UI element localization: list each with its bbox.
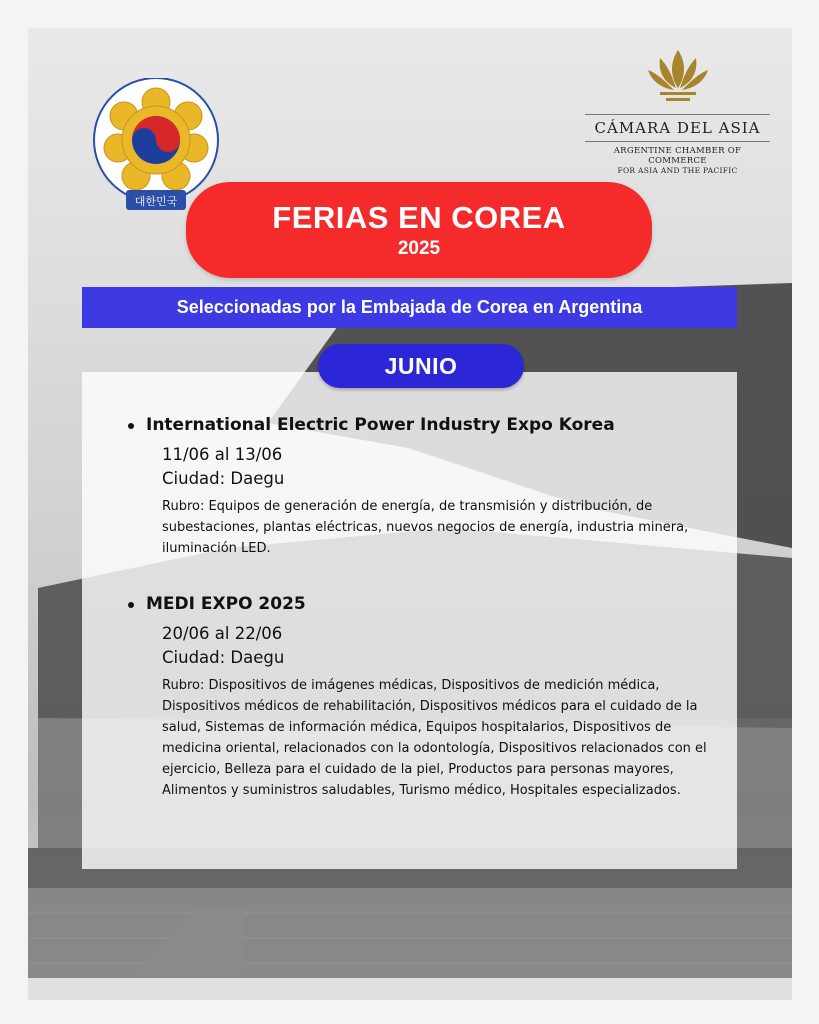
event-city: Ciudad: Daegu: [162, 469, 285, 488]
chamber-name: CÁMARA DEL ASIA: [594, 119, 761, 137]
event-date: 11/06 al 13/06: [162, 445, 283, 464]
title-year: 2025: [397, 238, 441, 259]
event-name: MEDI EXPO 2025: [128, 594, 707, 614]
camara-del-asia-logo: [585, 48, 770, 175]
seal-text: 대한민국: [134, 195, 178, 208]
event-date: 20/06 al 22/06: [162, 624, 283, 643]
event-name: International Electric Power Industry Expo Korea: [128, 415, 707, 435]
lotus-icon: [646, 48, 710, 106]
chamber-rule-top: [585, 114, 770, 115]
event-city: Ciudad: Daegu: [162, 648, 285, 667]
chamber-subtitle-2: FOR ASIA AND THE PACIFIC: [617, 166, 738, 175]
chamber-subtitle-1: ARGENTINE CHAMBER OF COMMERCE: [613, 146, 742, 166]
event-rubro: Rubro: Equipos de generación de energía, de transmisión y distribución, de subestaciones, plantas eléctricas, nuevos negocios de energía, industria minera, iluminación LED.: [162, 499, 689, 556]
title-main: FERIAS EN COREA: [272, 200, 566, 235]
event-item: [128, 594, 707, 801]
month-badge: JUNIO: [318, 344, 524, 388]
event-item: [128, 415, 707, 559]
title-banner: [186, 182, 652, 278]
subtitle-banner: Seleccionadas por la Embajada de Corea en Argentina: [82, 287, 737, 328]
event-rubro: Rubro: Dispositivos de imágenes médicas, Dispositivos de medición médica, Dispositivos médicos de rehabilitación, Dispositivos médicos para el cuidado de la salud, Sistemas de información médica, Equipos hospitalarios, Dispositivos de medicina oriental, relacionados con la odontología, Dispositivos relacionados con el ejercicio, Belleza para el cuidado de la piel, Productos para personas mayores, Alimentos y suministros saludables, Turismo médico, Hospitales especializados.: [162, 678, 707, 798]
chamber-rule-bottom: [585, 141, 770, 142]
